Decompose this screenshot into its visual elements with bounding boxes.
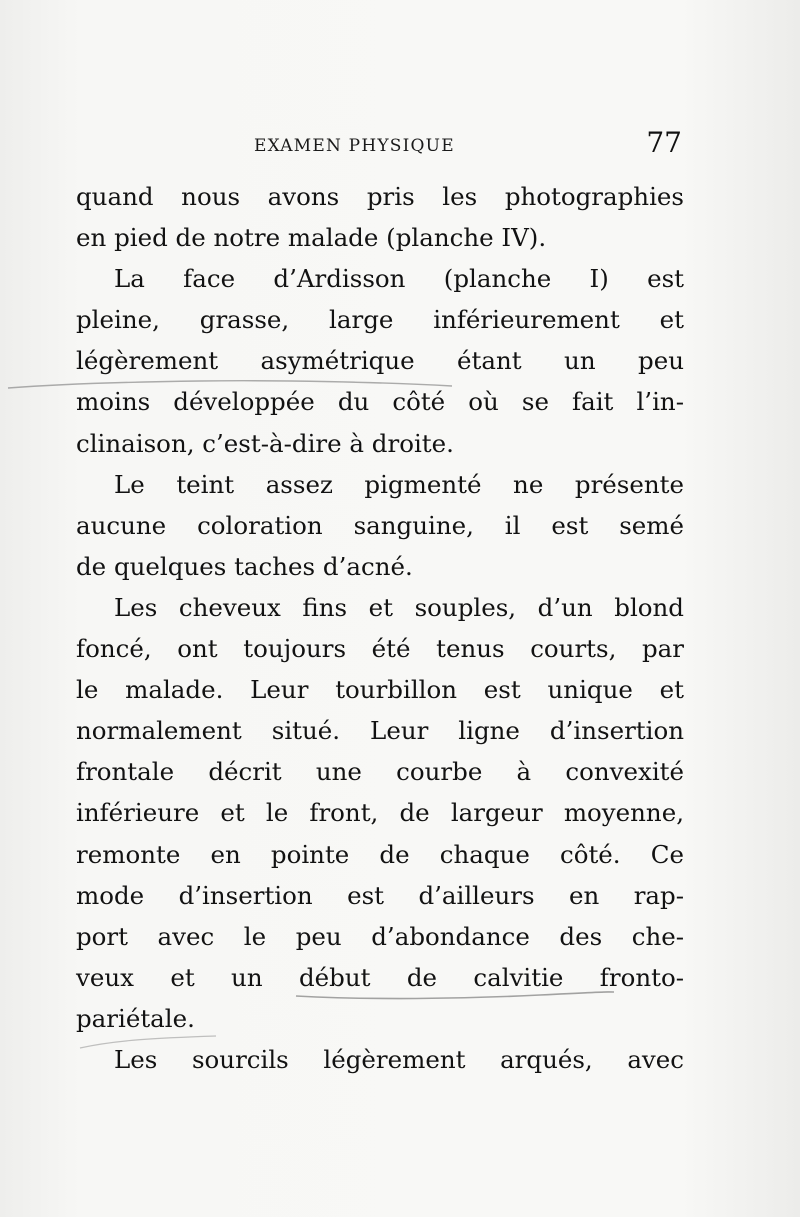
text-line: foncé, ont toujours été tenus courts, par — [76, 634, 684, 664]
text-line: Le teint assez pigmenté ne présente — [114, 469, 684, 499]
text-line: normalement situé. Leur ligne d’insertion — [76, 716, 684, 746]
text-line: mode d’insertion est d’ailleurs en rap- — [76, 880, 684, 910]
text-line: clinaison, c’est-à-dire à droite. — [76, 428, 454, 458]
text-line: quand nous avons pris les photographies — [76, 182, 684, 211]
text-line: Les sourcils légèrement arqués, avec — [114, 1044, 684, 1074]
text-line: en pied de notre malade (planche IV). — [76, 223, 547, 253]
text-line: légèrement asymétrique étant un peu — [76, 346, 684, 376]
text-line: inférieure et le front, de largeur moyenne, — [76, 798, 684, 828]
text-line: Les cheveux fins et souples, d’un blond — [114, 592, 684, 622]
text-line: frontale décrit une courbe à convexité — [76, 757, 684, 787]
text-line: remonte en pointe de chaque côté. Ce — [76, 839, 684, 869]
page-number: 77 — [646, 126, 682, 159]
text-line: La face d’Ardisson (planche I) est — [114, 264, 684, 294]
text-line: pleine, grasse, large inférieurement et — [76, 305, 684, 335]
body-text — [76, 176, 684, 1080]
text-line: port avec le peu d’abondance des che- — [76, 921, 684, 951]
page-header — [76, 126, 684, 166]
running-head: EXAMEN PHYSIQUE — [254, 136, 455, 156]
text-line: pariétale. — [76, 1003, 195, 1033]
text-line: le malade. Leur tourbillon est unique et — [76, 675, 684, 705]
text-line: veux et un début de calvitie fronto- — [76, 962, 684, 992]
text-line: moins développée du côté où se fait l’in- — [76, 387, 684, 417]
text-line: de quelques taches d’acné. — [76, 551, 413, 581]
text-line: aucune coloration sanguine, il est semé — [76, 510, 684, 540]
